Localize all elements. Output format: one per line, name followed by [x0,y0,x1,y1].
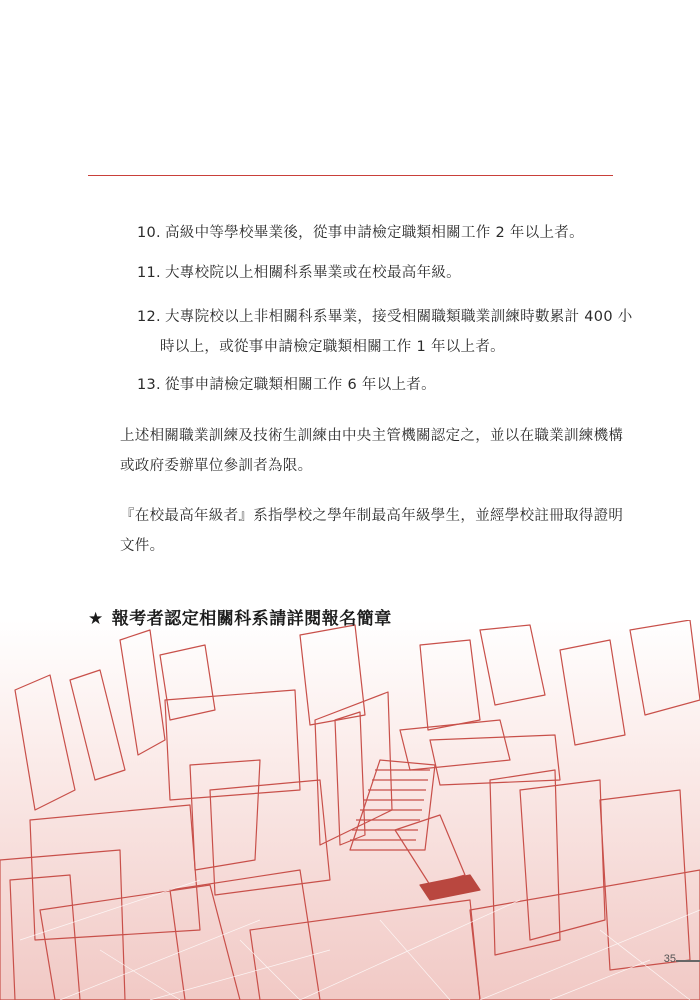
list-item-number: 12. [137,309,161,325]
header-rule [88,175,613,176]
paragraph-1-line-2: 或政府委辦單位參訓者為限。 [120,458,313,474]
list-item-text: 大專院校以上非相關科系畢業，接受相關職類職業訓練時數累計 400 小 [164,309,633,325]
list-item-11 [137,263,461,283]
list-item-13 [137,375,436,395]
list-item-10 [137,223,584,243]
paragraph-2-line-1: 『在校最高年級者』系指學校之學年制最高年級學生，並經學校註冊取得證明 [120,508,624,524]
list-item-text: 從事申請檢定職類相關工作 6 年以上者。 [164,377,436,393]
paragraph-1-line-1: 上述相關職業訓練及技術生訓練由中央主管機關認定之，並以在職業訓練機構 [120,428,624,444]
page-number-line [676,960,700,962]
paragraph-2-line-2: 文件。 [120,538,165,554]
page-number: 35 [663,953,676,965]
list-item-number: 11. [137,265,161,281]
list-item-number: 13. [137,377,161,393]
section-heading-text: 報考者認定相關科系請詳閱報名簡章 [111,609,392,629]
section-heading [88,607,392,631]
list-item-text: 高級中等學校畢業後，從事申請檢定職類相關工作 2 年以上者。 [164,225,584,241]
list-item-12 [137,307,633,327]
decorative-architecture-illustration [0,620,700,1000]
list-item-12-continuation: 時以上，或從事申請檢定職類相關工作 1 年以上者。 [160,339,505,355]
star-icon: ★ [88,609,104,629]
list-item-text: 大專校院以上相關科系畢業或在校最高年級。 [164,265,461,281]
list-item-number: 10. [137,225,161,241]
